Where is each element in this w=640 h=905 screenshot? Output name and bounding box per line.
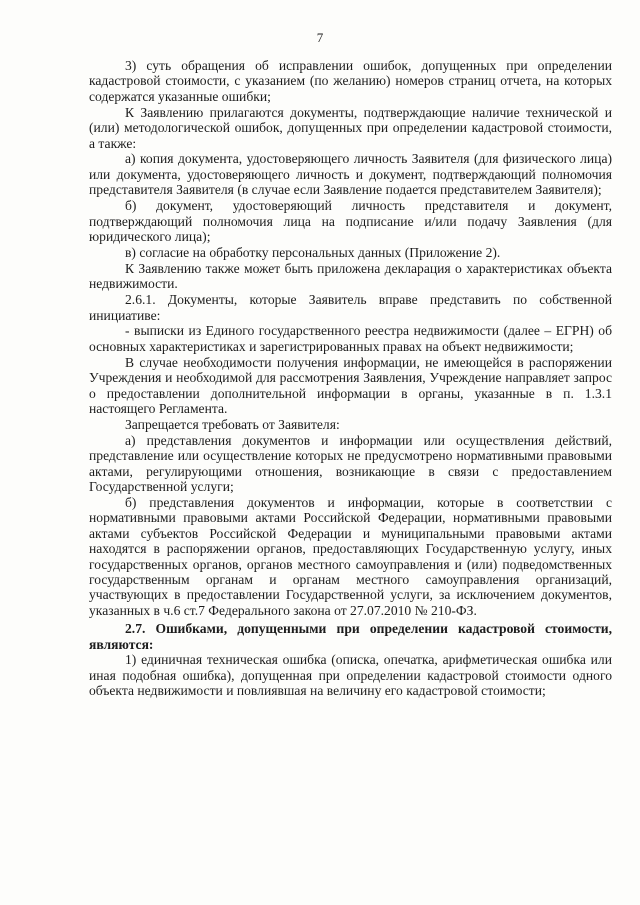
list-item: а) представления документов и информации или осуществления действий, представление или осуществление которых не предусмотрено нормативными правовыми актами, регулирующими отношения, возникающие в связи с предоставлением Государственной услуги; bbox=[89, 432, 612, 494]
paragraph: В случае необходимости получения информации, не имеющейся в распоряжении Учреждения и необходимой для рассмотрения Заявления, Учреждение направляет запрос о предоставлении дополнительной информации в органы, указанные в п. 1.3.1 настоящего Регламента. bbox=[89, 354, 612, 416]
list-item: б) документ, удостоверяющий личность представителя и документ, подтверждающий полномочия лица на подписание и/или подачу Заявления (для юридического лица); bbox=[89, 198, 612, 244]
section-clause: 2.6.1. Документы, которые Заявитель вправе представить по собственной инициативе: bbox=[89, 292, 612, 323]
paragraph: 3) суть обращения об исправлении ошибок, допущенных при определении кадастровой стоимости, с указанием (по желанию) номеров страниц отчета, на которых содержатся указанные ошибки; bbox=[89, 58, 612, 104]
page-number: 7 bbox=[316, 30, 324, 45]
paragraph: Запрещается требовать от Заявителя: bbox=[125, 416, 340, 432]
list-item: в) согласие на обработку персональных данных (Приложение 2). bbox=[125, 244, 501, 260]
list-item: а) копия документа, удостоверяющего личность Заявителя (для физического лица) или документа, удостоверяющего личность и документ, подтверждающий полномочия представителя Заявителя (в случае если Заявление подается представителем Заявителя); bbox=[89, 151, 612, 198]
document-body bbox=[89, 58, 612, 699]
paragraph: К Заявлению прилагаются документы, подтверждающие наличие технической и (или) методологической ошибок, допущенных при определении кадастровой стоимости, а также: bbox=[89, 104, 612, 151]
list-item: 1) единичная техническая ошибка (описка, опечатка, арифметическая ошибка или иная подобная ошибка), допущенная при определении кадастровой стоимости одного объекта недвижимости и повлиявшая на величину его кадастровой стоимости; bbox=[89, 652, 612, 699]
list-item: - выписки из Единого государственного реестра недвижимости (далее – ЕГРН) об основных характеристиках и зарегистрированных правах на объект недвижимости; bbox=[89, 323, 612, 354]
list-item: б) представления документов и информации, которые в соответствии с нормативными правовыми актами Российской Федерации, нормативными правовыми актами субъектов Российской Федерации и муниципальными правовыми актами находятся в распоряжении органов, предоставляющих Государственную услугу, иных государственных органов, органов местного самоуправления и (или) подведомственных государственным органам и органам местного самоуправления организаций, участвующих в предоставлении Государственной услуги, за исключением документов, указанных в ч.6 ст.7 Федерального закона от 27.07.2010 № 210-ФЗ. bbox=[89, 494, 612, 618]
section-heading: 2.7. Ошибками, допущенными при определении кадастровой стоимости, являются: bbox=[89, 621, 612, 652]
paragraph: К Заявлению также может быть приложена декларация о характеристиках объекта недвижимости. bbox=[89, 260, 612, 292]
